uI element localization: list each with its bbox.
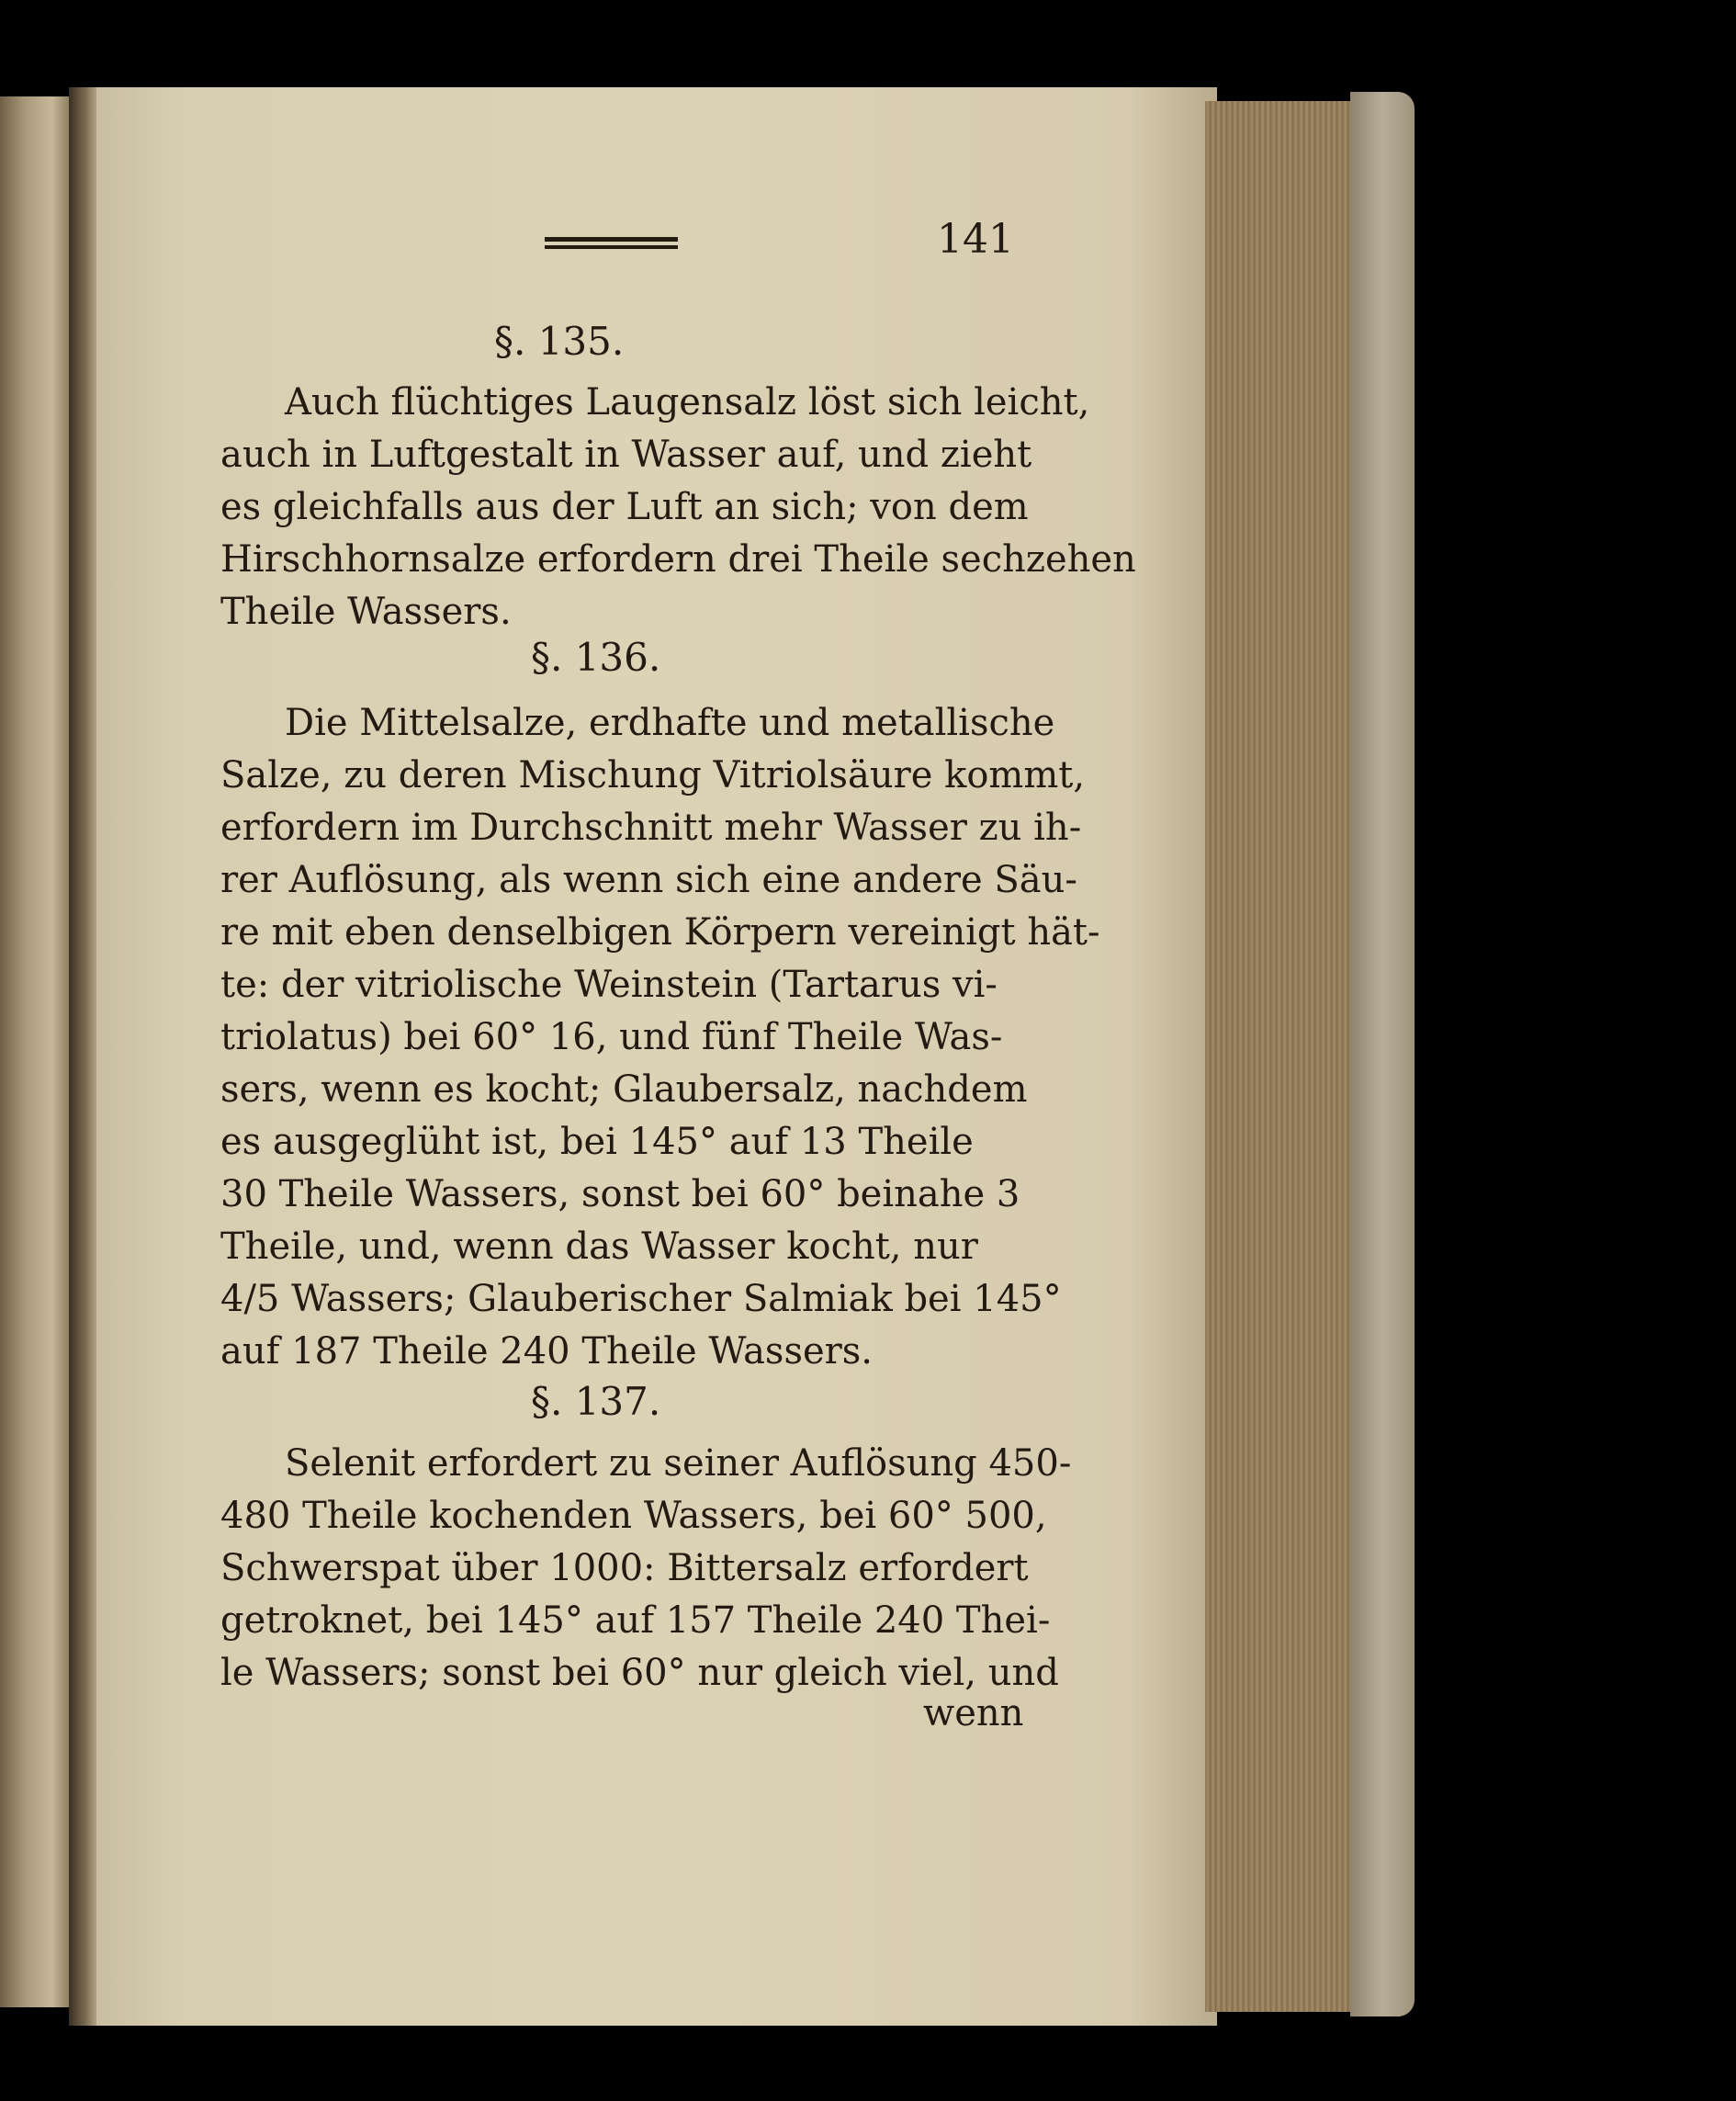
text-line: re mit eben denselbigen Körpern vereinigt hät- [220,911,1100,954]
text-line: Hirschhornsalze erfordern drei Theile sechzehen [220,538,1136,581]
text-line: triolatus) bei 60° 16, und fünf Theile Was- [220,1016,1003,1058]
text-line: sers, wenn es kocht; Glaubersalz, nachdem [220,1068,1028,1111]
page-number: 141 [937,216,1014,263]
section-heading-137: §. 137. [531,1379,661,1424]
text-line: es ausgeglüht ist, bei 145° auf 13 Theile [220,1121,974,1163]
book-gutter [69,87,96,2026]
left-page-edge [0,96,69,2007]
text-line: getroknet, bei 145° auf 157 Theile 240 Thei- [220,1599,1051,1642]
text-line: Theile Wassers. [220,591,512,633]
text-line: es gleichfalls aus der Luft an sich; von dem [220,486,1029,528]
section-heading-136: §. 136. [531,635,661,680]
catchword: wenn [923,1692,1024,1734]
text-line: Theile, und, wenn das Wasser kocht, nur [220,1226,978,1268]
page-block-edge [1205,101,1365,2012]
paragraph-135 [220,377,1136,638]
text-line: auch in Luftgestalt in Wasser auf, und zieht [220,434,1032,476]
text-line: le Wassers; sonst bei 60° nur gleich viel, und [220,1652,1059,1694]
section-heading-135: §. 135. [494,319,625,364]
text-line: rer Auflösung, als wenn sich eine andere Säu- [220,859,1077,901]
text-line: Salze, zu deren Mischung Vitriolsäure kommt, [220,754,1086,796]
text-line: erfordern im Durchschnitt mehr Wasser zu ih- [220,807,1082,849]
paragraph-137 [220,1438,1072,1700]
book-cover-edge [1350,92,1415,2016]
paragraph-136 [220,697,1100,1378]
text-line: Selenit erfordert zu seiner Auflösung 450- [285,1442,1072,1485]
text-line: Auch flüchtiges Laugensalz löst sich leicht, [285,381,1090,424]
text-line: 30 Theile Wassers, sonst bei 60° beinahe 3 [220,1173,1020,1215]
text-line: Schwerspat über 1000: Bittersalz erfordert [220,1547,1029,1589]
text-line: Die Mittelsalze, erdhafte und metallische [285,702,1055,744]
text-line: te: der vitriolische Weinstein (Tartarus vi- [220,964,998,1006]
text-line: 4/5 Wassers; Glauberischer Salmiak bei 145° [220,1278,1062,1320]
header-rule [545,237,678,249]
text-line: auf 187 Theile 240 Theile Wassers. [220,1330,873,1372]
text-line: 480 Theile kochenden Wassers, bei 60° 500, [220,1495,1047,1537]
